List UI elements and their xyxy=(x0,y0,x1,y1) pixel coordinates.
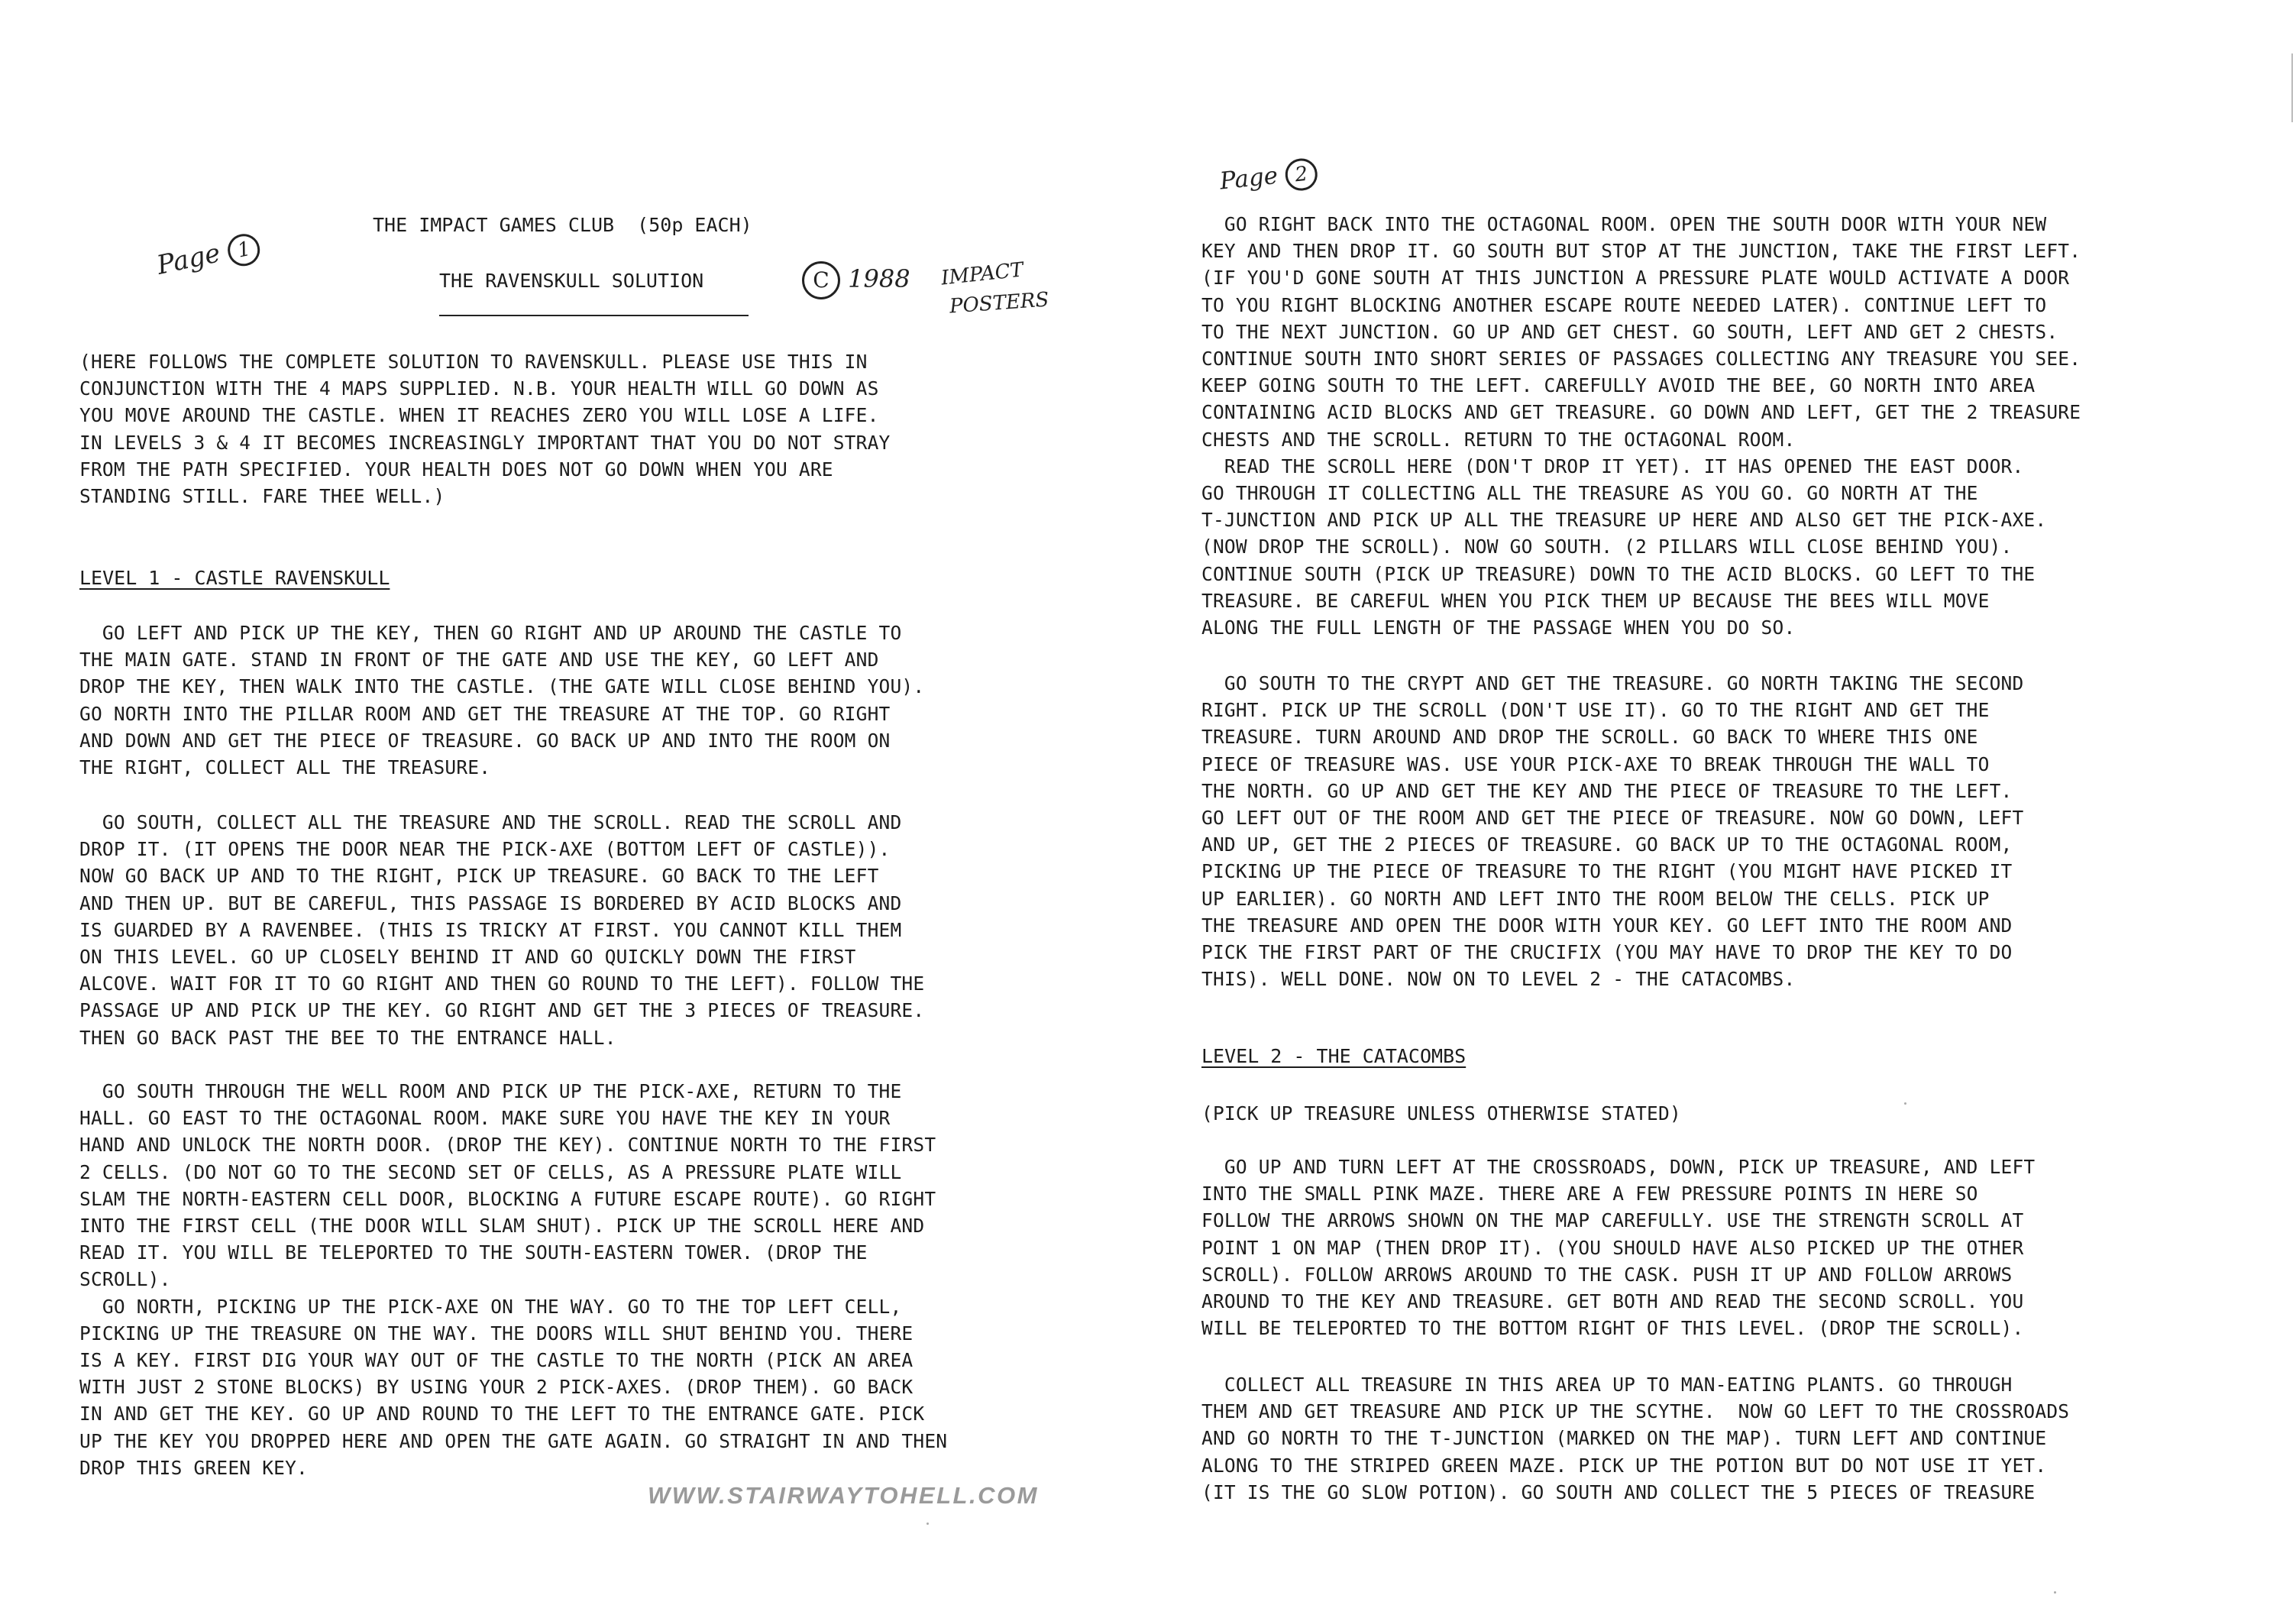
scan-speck xyxy=(1904,1102,1906,1105)
page-label-text: Page xyxy=(154,238,223,281)
page-2 xyxy=(1148,0,2296,1618)
title-underline xyxy=(439,315,749,316)
level-2-paragraph-2: COLLECT ALL TREASURE IN THIS AREA UP TO MAN-EATING PLANTS. GO THROUGH THEM AND GET TREASURE AND PICK UP THE SCYTHE. NOW GO LEFT TO THE CROSSROADS AND GO NORTH TO THE T-JUNCTION (MARKED ON THE MAP). TURN LEFT AND CONTINUE ALONG TO THE STRIPED GREEN MAZE. PICK UP THE POTION BUT DO NOT USE IT YET. (IT IS THE GO SLOW POTION). GO SOUTH AND COLLECT THE 5 PIECES OF TREASURE xyxy=(1201,1374,2070,1503)
level-2-paragraph-1: GO UP AND TURN LEFT AT THE CROSSROADS, DOWN, PICK UP TREASURE, AND LEFT INTO THE SMALL PINK MAZE. THERE ARE A FEW PRESSURE POINTS IN HERE SO FOLLOW THE ARROWS SHOWN ON THE MAP CAREFULLY. USE THE STRENGTH SCROLL AT POINT 1 ON MAP (THEN DROP IT). (YOU SHOULD HAVE ALSO PICKED UP THE OTHER SCROLL). FOLLOW ARROWS AROUND TO THE CASK. PUSH IT UP AND FOLLOW ARROWS AROUND TO THE KEY AND TREASURE. GET BOTH AND READ THE SECOND SCROLL. YOU WILL BE TELEPORTED TO THE BOTTOM RIGHT OF THIS LEVEL. (DROP THE SCROLL). xyxy=(1201,1156,2036,1340)
level-2-note: (PICK UP TREASURE UNLESS OTHERWISE STATED) xyxy=(1201,1102,1681,1125)
level-1-paragraph-3: GO SOUTH THROUGH THE WELL ROOM AND PICK UP THE PICK-AXE, RETURN TO THE HALL. GO EAST TO THE OCTAGONAL ROOM. MAKE SURE YOU HAVE THE KEY IN YOUR HAND AND UNLOCK THE NORTH DOOR. (DROP THE KEY). CONTINUE NORTH TO THE FIRST 2 CELLS. (DO NOT GO TO THE SECOND SET OF CELLS, AS A PRESSURE PLATE WILL SLAM THE NORTH-EASTERN CELL DOOR, BLOCKING A FUTURE ESCAPE ROUTE). GO RIGHT INTO THE FIRST CELL (THE DOOR WILL SLAM SHUT). PICK UP THE SCROLL HERE AND READ IT. YOU WILL BE TELEPORTED TO THE SOUTH-EASTERN TOWER. (DROP THE SCROLL). GO NORTH, PICKING UP THE PICK-AXE ON THE WAY. GO TO THE TOP LEFT CELL, PICKING UP THE TREASURE ON THE WAY. THE DOORS WILL SHUT BEHIND YOU. THERE IS A KEY. FIRST DIG YOUR WAY OUT OF THE CASTLE TO THE NORTH (PICK AN AREA WITH JUST 2 STONE BLOCKS) BY USING YOUR 2 PICK-AXES. (DROP THEM). GO BACK IN AND GET THE KEY. GO UP AND ROUND TO THE LEFT TO THE ENTRANCE GATE. PICK UP THE KEY YOU DROPPED HERE AND OPEN THE GATE AGAIN. GO STRAIGHT IN AND THEN DROP THIS GREEN KEY. xyxy=(79,1080,948,1479)
copyright-symbol: C xyxy=(802,261,840,299)
level-1-paragraph-2: GO SOUTH, COLLECT ALL THE TREASURE AND THE SCROLL. READ THE SCROLL AND DROP IT. (IT OPENS THE DOOR NEAR THE PICK-AXE (BOTTOM LEFT OF CASTLE)). NOW GO BACK UP AND TO THE RIGHT, PICK UP TREASURE. GO BACK TO THE LEFT AND THEN UP. BUT BE CAREFUL, THIS PASSAGE IS BORDERED BY ACID BLOCKS AND IS GUARDED BY A RAVENBEE. (THIS IS TRICKY AT FIRST. YOU CANNOT KILL THEM ON THIS LEVEL. GO UP CLOSELY BEHIND IT AND GO QUICKLY DOWN THE FIRST ALCOVE. WAIT FOR IT TO GO RIGHT AND THEN GO ROUND TO THE LEFT). FOLLOW THE PASSAGE UP AND PICK UP THE KEY. GO RIGHT AND GET THE 3 PIECES OF TREASURE. THEN GO BACK PAST THE BEE TO THE ENTRANCE HALL. xyxy=(79,811,925,1049)
page-number-circle: 2 xyxy=(1284,157,1319,192)
scan-edge-mark xyxy=(2291,53,2293,122)
copyright-year: 1988 xyxy=(848,264,910,293)
page-2-handwritten-label xyxy=(1218,157,1319,199)
level-1-paragraph-1: GO LEFT AND PICK UP THE KEY, THEN GO RIGHT AND UP AROUND THE CASTLE TO THE MAIN GATE. STAND IN FRONT OF THE GATE AND USE THE KEY, GO LEFT AND DROP THE KEY, THEN WALK INTO THE CASTLE. (THE GATE WILL CLOSE BEHIND YOU). GO NORTH INTO THE PILLAR ROOM AND GET THE TREASURE AT THE TOP. GO RIGHT AND DOWN AND GET THE PIECE OF TREASURE. GO BACK UP AND INTO THE ROOM ON THE RIGHT, COLLECT ALL THE TREASURE. xyxy=(79,622,925,779)
document-title: THE RAVENSKULL SOLUTION xyxy=(439,270,704,292)
copyright-notice xyxy=(802,261,910,299)
level-2-heading: LEVEL 2 - THE CATACOMBS xyxy=(1201,1045,1467,1067)
page-number-circle: 1 xyxy=(225,231,264,269)
scan-speck xyxy=(2054,1591,2056,1594)
scan-speck xyxy=(926,1523,929,1525)
copyright-owner-line-2: POSTERS xyxy=(949,288,1050,319)
copyright-owner-line-1: IMPACT xyxy=(939,258,1025,290)
page-1-handwritten-label xyxy=(154,229,263,283)
club-title: THE IMPACT GAMES CLUB (50p EACH) xyxy=(373,214,752,236)
watermark: WWW.STAIRWAYTOHELL.COM xyxy=(648,1482,1039,1509)
level-1-continued-paragraph-1: GO RIGHT BACK INTO THE OCTAGONAL ROOM. OPEN THE SOUTH DOOR WITH YOUR NEW KEY AND THEN DROP IT. GO SOUTH BUT STOP AT THE JUNCTION, TAKE THE FIRST LEFT. (IF YOU'D GONE SOUTH AT THIS JUNCTION A PRESSURE PLATE WOULD ACTIVATE A DOOR TO YOU RIGHT BLOCKING ANOTHER ESCAPE ROUTE NEEDED LATER). CONTINUE LEFT TO TO THE NEXT JUNCTION. GO UP AND GET CHEST. GO SOUTH, LEFT AND GET 2 CHESTS. CONTINUE SOUTH INTO SHORT SERIES OF PASSAGES COLLECTING ANY TREASURE YOU SEE. KEEP GOING SOUTH TO THE LEFT. CAREFULLY AVOID THE BEE, GO NORTH INTO AREA CONTAINING ACID BLOCKS AND GET TREASURE. GO DOWN AND LEFT, GET THE 2 TREASURE CHESTS AND THE SCROLL. RETURN TO THE OCTAGONAL ROOM. READ THE SCROLL HERE (DON'T DROP IT YET). IT HAS OPENED THE EAST DOOR. GO THROUGH IT COLLECTING ALL THE TREASURE AS YOU GO. GO NORTH AT THE T-JUNCTION AND PICK UP ALL THE TREASURE UP HERE AND ALSO GET THE PICK-AXE. (NOW DROP THE SCROLL). NOW GO SOUTH. (2 PILLARS WILL CLOSE BEHIND YOU). CONTINUE SOUTH (PICK UP TREASURE) DOWN TO THE ACID BLOCKS. GO LEFT TO THE TREASURE. BE CAREFUL WHEN YOU PICK THEM UP BECAUSE THE BEES WILL MOVE ALONG THE FULL LENGTH OF THE PASSAGE WHEN YOU DO SO. xyxy=(1201,213,2081,639)
intro-paragraph: (HERE FOLLOWS THE COMPLETE SOLUTION TO RAVENSKULL. PLEASE USE THIS IN CONJUNCTION WITH THE 4 MAPS SUPPLIED. N.B. YOUR HEALTH WILL GO DOWN AS YOU MOVE AROUND THE CASTLE. WHEN IT REACHES ZERO YOU WILL LOSE A LIFE. IN LEVELS 3 & 4 IT BECOMES INCREASINGLY IMPORTANT THAT YOU DO NOT STRAY FROM THE PATH SPECIFIED. YOUR HEALTH DOES NOT GO DOWN WHEN YOU ARE STANDING STILL. FARE THEE WELL.) xyxy=(79,351,891,508)
page-label-text: Page xyxy=(1218,161,1279,196)
level-1-heading: LEVEL 1 - CASTLE RAVENSKULL xyxy=(79,567,390,589)
level-1-continued-paragraph-2: GO SOUTH TO THE CRYPT AND GET THE TREASURE. GO NORTH TAKING THE SECOND RIGHT. PICK UP THE SCROLL (DON'T USE IT). GO TO THE RIGHT AND GET THE TREASURE. TURN AROUND AND DROP THE SCROLL. GO BACK TO WHERE THIS ONE PIECE OF TREASURE WAS. USE YOUR PICK-AXE TO BREAK THROUGH THE WALL TO THE NORTH. GO UP AND GET THE KEY AND THE PIECE OF TREASURE TO THE LEFT. GO LEFT OUT OF THE ROOM AND GET THE PIECE OF TREASURE. NOW GO DOWN, LEFT AND UP, GET THE 2 PIECES OF TREASURE. GO BACK UP TO THE OCTAGONAL ROOM, PICKING UP THE PIECE OF TREASURE TO THE RIGHT (YOU MIGHT HAVE PICKED IT UP EARLIER). GO NORTH AND LEFT INTO THE ROOM BELOW THE CELLS. PICK UP THE TREASURE AND OPEN THE DOOR WITH YOUR KEY. GO LEFT INTO THE ROOM AND PICK THE FIRST PART OF THE CRUCIFIX (YOU MAY HAVE TO DROP THE KEY TO DO THIS). WELL DONE. NOW ON TO LEVEL 2 - THE CATACOMBS. xyxy=(1201,672,2024,991)
